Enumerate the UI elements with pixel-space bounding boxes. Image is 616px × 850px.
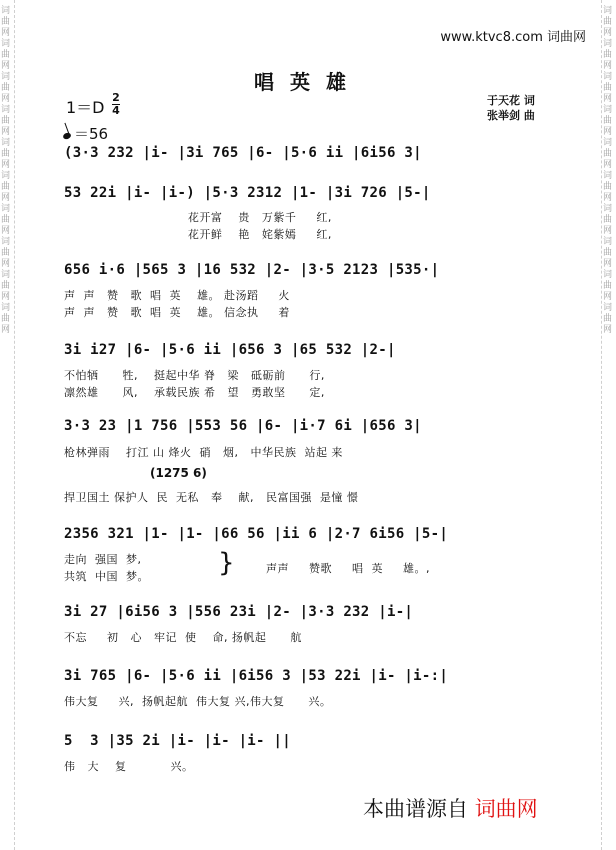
lyric-line: 捍卫国土 保护人 民 无私 奉 献, 民富国强 是憧 憬 [64, 491, 359, 504]
repeat-brace: } [218, 548, 235, 578]
lyric-line: 不怕牺 牲, 挺起中华 脊 梁 砥砺前 行, [64, 369, 325, 382]
lyric-line: 伟 大 复 兴。 [64, 760, 194, 773]
lyric-line: 凛然雄 风, 承载民族 希 望 勇敢坚 定, [64, 386, 325, 399]
tempo-mark [63, 123, 108, 144]
song-title: 唱英雄 [254, 70, 362, 94]
time-signature [112, 93, 120, 116]
source-credit [363, 793, 538, 823]
quarter-note-icon [62, 132, 72, 140]
music-row: 3·3 23 |1 756 |553 56 |6- |i·7 6i |656 3| [64, 418, 422, 434]
tempo-value: ＝56 [74, 125, 109, 143]
time-bottom: 4 [112, 104, 120, 117]
right-watermark-strip [601, 0, 616, 850]
music-row: 3i 765 |6- |5·6 ii |6i56 3 |53 22i |i- |i-:| [64, 668, 449, 684]
source-prefix: 本曲谱源自 [363, 797, 475, 821]
music-row: 5 3 |35 2i |i- |i- |i- || [64, 733, 291, 749]
lyric-line: 共筑 中国 梦。 [64, 570, 149, 583]
music-row: 53 22i |i- |i-) |5·3 2312 |1- |3i 726 |5-| [64, 185, 431, 201]
music-row: (3·3 232 |i- |3i 765 |6- |5·6 ii |6i56 3| [64, 145, 422, 161]
lyric-line: 声 声 赞 歌 唱 英 雄。 信念执 着 [64, 306, 290, 319]
site-url[interactable]: www.ktvc8.com 词曲网 [440, 30, 586, 45]
lyric-line: 声 声 赞 歌 唱 英 雄。 赴汤蹈 火 [64, 289, 290, 302]
side-watermark: 词曲网词曲网词曲网词曲网词曲网词曲网词曲网词曲网词曲网词曲网 [1, 6, 11, 335]
lyric-line: 枪林弹雨 打江 山 烽火 硝 烟, 中华民族 站起 来 [64, 446, 343, 459]
alternate-notes: (1275 6) [150, 466, 207, 480]
lyric-line: 不忘 初 心 牢记 使 命, 扬帆起 航 [64, 631, 302, 644]
side-watermark: 词曲网词曲网词曲网词曲网词曲网词曲网词曲网词曲网词曲网词曲网 [603, 6, 613, 335]
lyric-line: 花开鲜 艳 姹紫嫣 红, [64, 228, 332, 241]
lyric-line: 伟大复 兴, 扬帆起航 伟大复 兴,伟大复 兴。 [64, 695, 332, 708]
music-row: 3i 27 |6i56 3 |556 23i |2- |3·3 232 |i-| [64, 604, 414, 620]
left-watermark-strip [0, 0, 15, 850]
time-top: 2 [112, 91, 120, 104]
lyric-line: 花开富 贵 万紫千 红, [64, 211, 332, 224]
music-row: 3i i27 |6- |5·6 ii |656 3 |65 532 |2-| [64, 342, 396, 358]
key-signature: 1＝D [66, 98, 105, 117]
lyric-line: 走向 强国 梦, [64, 553, 142, 566]
source-brand[interactable]: 词曲网 [474, 797, 538, 821]
music-row: 656 i·6 |565 3 |16 532 |2- |3·5 2123 |535·| [64, 262, 440, 278]
lyric-line: 声声 赞歌 唱 英 雄。, [266, 562, 430, 575]
lyricist-credit: 于天花 词 [487, 94, 535, 107]
composer-credit: 张举剑 曲 [487, 109, 535, 122]
music-row: 2356 321 |1- |1- |66 56 |ii 6 |2·7 6i56 |5-| [64, 526, 449, 542]
